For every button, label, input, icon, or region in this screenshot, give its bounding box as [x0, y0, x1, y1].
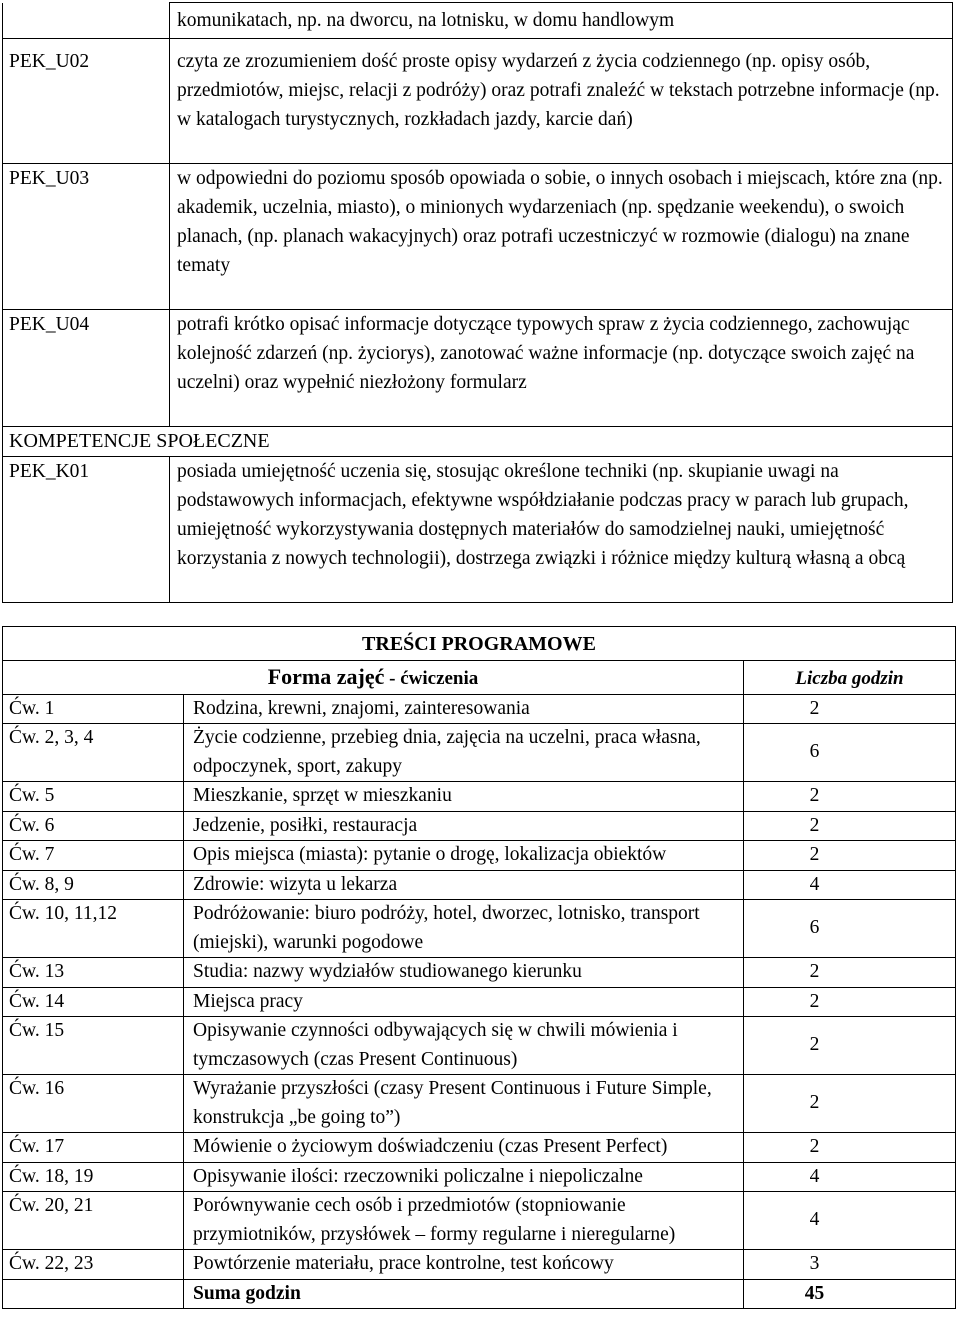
exercise-hours: 4: [744, 1162, 956, 1192]
exercise-number: Ćw. 18, 19: [3, 1162, 184, 1192]
exercise-number: Ćw. 15: [3, 1017, 184, 1075]
form-value: ćwiczenia: [400, 668, 479, 689]
exercise-number: Ćw. 5: [3, 782, 184, 812]
outcome-description: potrafi krótko opisać informacje dotyczące typowych spraw z życia codziennego, zachowując kolejność zdarzeń (np. życiorys), zanotować ważne informacje (np. dotyczące swoich zajęć na uczelni) oraz wypełnić niezłożony formularz: [170, 310, 953, 427]
table-row: [3, 164, 953, 310]
exercise-number: Ćw. 6: [3, 811, 184, 841]
exercise-hours: 2: [744, 987, 956, 1017]
exercise-topic: Podróżowanie: biuro podróży, hotel, dworzec, lotnisko, transport (miejski), warunki pogodowe: [184, 900, 744, 958]
table-row: [3, 1017, 956, 1075]
table-row: [3, 1279, 956, 1309]
exercise-topic: Rodzina, krewni, znajomi, zainteresowania: [184, 694, 744, 724]
exercise-hours: 2: [744, 694, 956, 724]
table-row: [3, 427, 953, 457]
exercise-hours: 3: [744, 1250, 956, 1280]
exercise-number: Ćw. 20, 21: [3, 1192, 184, 1250]
exercise-hours: 6: [744, 900, 956, 958]
table-row: [3, 627, 956, 661]
exercise-topic: Porównywanie cech osób i przedmiotów (stopniowanie przymiotników, przysłówek – formy regularne i nieregularne): [184, 1192, 744, 1250]
table-row: [3, 782, 956, 812]
exercise-topic: Powtórzenie materiału, prace kontrolne, test końcowy: [184, 1250, 744, 1280]
hours-header: Liczba godzin: [744, 661, 956, 695]
exercise-number: Ćw. 17: [3, 1133, 184, 1163]
table-row: [3, 1133, 956, 1163]
outcome-description: komunikatach, np. na dworcu, na lotnisku, w domu handlowym: [170, 3, 953, 39]
exercise-topic: Mówienie o życiowym doświadczeniu (czas Present Perfect): [184, 1133, 744, 1163]
outcome-description: w odpowiedni do poziomu sposób opowiada o sobie, o innych osobach i miejscach, które zna (np. akademik, uczelnia, miasto), o minionych wydarzeniach (np. spędzanie weekendu), o swoich planach, (np. planach wakacyjnych) oraz potrafi uczestniczyć w rozmowie (dialogu) na znane tematy: [170, 164, 953, 310]
table-row: [3, 724, 956, 782]
exercise-hours: 2: [744, 958, 956, 988]
exercise-topic: Opisywanie ilości: rzeczowniki policzalne i niepoliczalne: [184, 1162, 744, 1192]
outcome-code-cell: [3, 3, 170, 39]
exercise-number: Ćw. 13: [3, 958, 184, 988]
table-row: [3, 900, 956, 958]
table-row: [3, 811, 956, 841]
exercise-number: Ćw. 10, 11,12: [3, 900, 184, 958]
table-row: [3, 1192, 956, 1250]
exercise-topic: Zdrowie: wizyta u lekarza: [184, 870, 744, 900]
table-row: [3, 958, 956, 988]
outcome-description: posiada umiejętność uczenia się, stosując określone techniki (np. skupianie uwagi na podstawowych informacjach, efektywne współdziałanie podczas pracy w parach lub grupach, umiejętność wykorzystywania dostępnych materiałów do samodzielnej nauki, umiejętność korzystania z nowych technologii), dostrzega związki i różnice między kulturą własną a obcą: [170, 457, 953, 603]
exercise-number: Ćw. 16: [3, 1075, 184, 1133]
form-header: [3, 661, 744, 695]
sum-value: 45: [744, 1279, 956, 1309]
exercise-topic: Miejsca pracy: [184, 987, 744, 1017]
exercise-number: Ćw. 22, 23: [3, 1250, 184, 1280]
exercise-number: Ćw. 8, 9: [3, 870, 184, 900]
exercise-hours: 2: [744, 841, 956, 871]
exercise-hours: 6: [744, 724, 956, 782]
program-title: TREŚCI PROGRAMOWE: [3, 627, 956, 661]
exercise-topic: Opis miejsca (miasta): pytanie o drogę, lokalizacja obiektów: [184, 841, 744, 871]
learning-outcomes-table: [2, 2, 953, 603]
section-heading: KOMPETENCJE SPOŁECZNE: [3, 427, 953, 457]
outcome-code: PEK_K01: [3, 457, 170, 603]
exercise-topic: Mieszkanie, sprzęt w mieszkaniu: [184, 782, 744, 812]
exercise-hours: 4: [744, 870, 956, 900]
exercise-number: Ćw. 7: [3, 841, 184, 871]
form-label: Forma zajęć: [267, 664, 385, 689]
table-row: [3, 1075, 956, 1133]
exercise-number: Ćw. 1: [3, 694, 184, 724]
table-row: [3, 3, 953, 39]
exercise-topic: Wyrażanie przyszłości (czasy Present Continuous i Future Simple, konstrukcja „be going to”): [184, 1075, 744, 1133]
table-row: [3, 39, 953, 164]
outcome-code: PEK_U02: [3, 39, 170, 164]
exercise-hours: 2: [744, 1017, 956, 1075]
sum-empty-cell: [3, 1279, 184, 1309]
exercise-hours: 2: [744, 811, 956, 841]
exercise-topic: Studia: nazwy wydziałów studiowanego kierunku: [184, 958, 744, 988]
table-row: [3, 870, 956, 900]
exercise-hours: 4: [744, 1192, 956, 1250]
table-row: [3, 841, 956, 871]
table-row: [3, 310, 953, 427]
outcome-code: PEK_U03: [3, 164, 170, 310]
table-row: [3, 694, 956, 724]
exercise-topic: Życie codzienne, przebieg dnia, zajęcia na uczelni, praca własna, odpoczynek, sport, zakupy: [184, 724, 744, 782]
program-content-table: [2, 626, 956, 1309]
exercise-hours: 2: [744, 1075, 956, 1133]
exercise-number: Ćw. 14: [3, 987, 184, 1017]
exercise-hours: 2: [744, 1133, 956, 1163]
table-row: [3, 457, 953, 603]
sum-label: Suma godzin: [184, 1279, 744, 1309]
outcome-description: czyta ze zrozumieniem dość proste opisy wydarzeń z życia codziennego (np. opisy osób, przedmiotów, miejsc, relacji z podróży) oraz potrafi znaleźć w tekstach potrzebne informacje (np. w katalogach turystycznych, rozkładach jazdy, karcie dań): [170, 39, 953, 164]
exercise-number: Ćw. 2, 3, 4: [3, 724, 184, 782]
exercise-hours: 2: [744, 782, 956, 812]
table-row: [3, 987, 956, 1017]
table-row: [3, 1162, 956, 1192]
exercise-topic: Jedzenie, posiłki, restauracja: [184, 811, 744, 841]
table-row: [3, 661, 956, 695]
outcome-code: PEK_U04: [3, 310, 170, 427]
exercise-topic: Opisywanie czynności odbywających się w chwili mówienia i tymczasowych (czas Present Continuous): [184, 1017, 744, 1075]
form-separator: -: [384, 668, 401, 689]
table-row: [3, 1250, 956, 1280]
